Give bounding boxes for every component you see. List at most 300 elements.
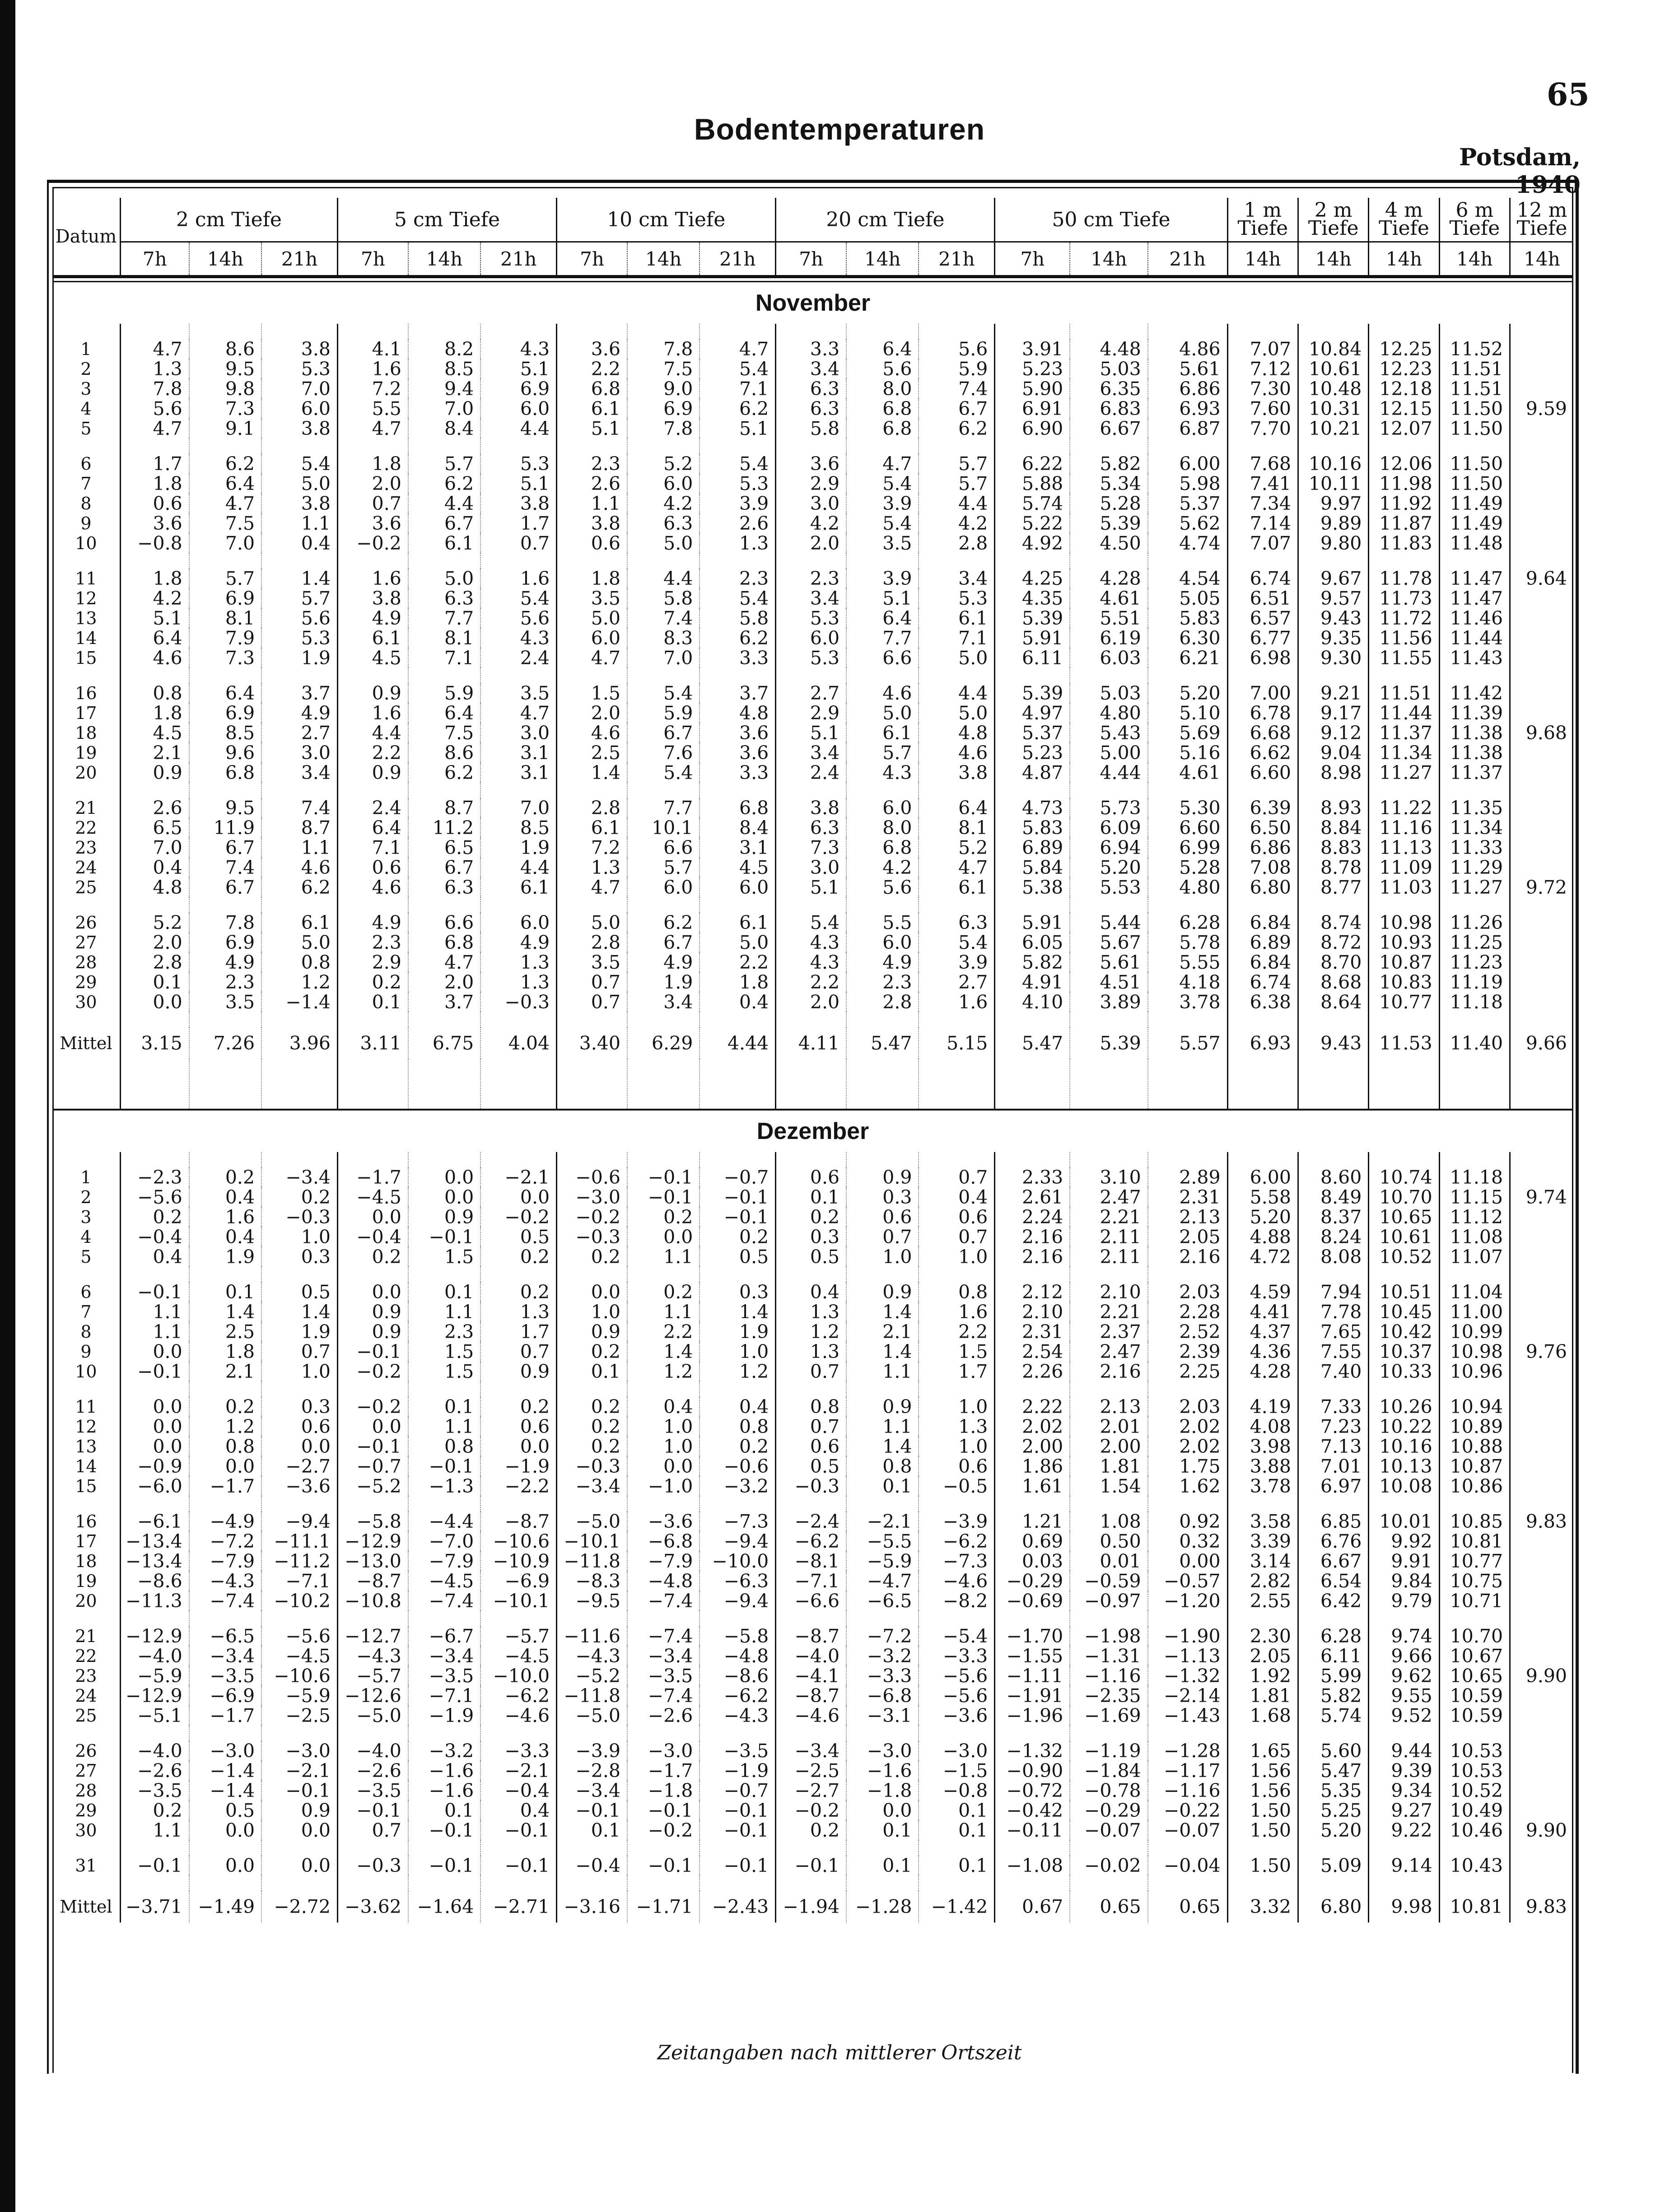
temperature-cell: 11.73 [1369,588,1439,608]
temperature-cell: −10.0 [480,1666,556,1686]
table-row [52,1686,1573,1706]
temperature-cell: −5.6 [919,1686,994,1706]
temperature-cell: −2.6 [337,1761,408,1781]
temperature-cell: −1.70 [995,1626,1070,1646]
temperature-cell: −5.9 [120,1666,189,1686]
temperature-cell: 7.1 [337,838,408,858]
temperature-cell: 1.2 [189,1417,261,1437]
temperature-cell: 1.3 [700,533,775,553]
temperature-cell: −5.7 [337,1666,408,1686]
temperature-cell: −5.2 [337,1476,408,1496]
temperature-cell: −1.69 [1070,1706,1147,1726]
temperature-cell: −0.1 [120,1856,189,1876]
temperature-cell: 3.8 [337,588,408,608]
temperature-cell: −0.2 [337,1397,408,1417]
temperature-cell: 1.9 [261,1322,337,1342]
temperature-cell: 6.1 [261,913,337,933]
temperature-cell: −6.5 [846,1591,919,1611]
temperature-cell: 11.48 [1439,533,1510,553]
temperature-cell: 9.5 [189,798,261,818]
temperature-cell: 7.55 [1298,1342,1368,1362]
temperature-cell: 1.1 [627,1302,700,1322]
temperature-cell: 3.7 [261,683,337,703]
temperature-cell: 3.0 [776,858,846,877]
temperature-cell: 0.2 [480,1282,556,1302]
month-separator [52,1059,1573,1110]
temperature-cell: 8.4 [700,818,775,838]
temperature-cell: −0.1 [700,1801,775,1820]
temperature-cell: 5.1 [480,359,556,379]
temperature-cell: 1.9 [480,838,556,858]
temperature-cell: 3.3 [700,763,775,783]
depth-header-10cm: 10 cm Tiefe [557,198,776,242]
temperature-cell: −2.8 [557,1761,627,1781]
page-title: Bodentemperaturen [694,112,985,146]
temperature-cell: 5.4 [700,359,775,379]
date-cell: 5 [80,1247,92,1267]
temperature-cell [1510,952,1573,972]
table-row [52,743,1573,763]
temperature-cell: 2.5 [189,1322,261,1342]
table-row [52,513,1573,533]
table-row [52,818,1573,838]
table-row [52,419,1573,439]
temperature-cell: 7.78 [1298,1302,1368,1322]
temperature-cell: 7.12 [1227,359,1298,379]
temperature-cell: 5.4 [846,474,919,494]
temperature-cell: 1.6 [189,1207,261,1227]
temperature-cell: 4.5 [120,723,189,743]
temperature-cell: −2.6 [627,1706,700,1726]
temperature-cell: 8.4 [408,419,480,439]
temperature-cell: 0.6 [557,533,627,553]
temperature-cell: −0.1 [480,1856,556,1876]
temperature-cell: 12.06 [1369,454,1439,474]
temperature-cell: 5.28 [1148,858,1227,877]
temperature-cell: 9.84 [1369,1571,1439,1591]
temperature-cell: −7.4 [627,1626,700,1646]
footnote: Zeitangaben nach mittlerer Ortszeit [657,2041,1022,2064]
temperature-cell [1510,494,1573,513]
temperature-cell: −8.2 [919,1591,994,1611]
temperature-cell: 0.69 [995,1531,1070,1551]
temperature-cell: 9.52 [1369,1706,1439,1726]
temperature-cell: 11.47 [1439,588,1510,608]
temperature-cell: 5.23 [995,359,1070,379]
temperature-cell: 10.84 [1298,339,1368,359]
temperature-cell [1510,1571,1573,1591]
temperature-cell: −0.1 [408,1227,480,1247]
temperature-cell: −0.72 [995,1781,1070,1801]
date-cell: 14 [75,628,97,648]
temperature-cell [1510,992,1573,1012]
table-row [52,683,1573,703]
temperature-cell: 0.2 [337,1247,408,1267]
time-header: 14h [1070,242,1147,277]
temperature-cell: 5.6 [120,399,189,419]
temperature-cell: −1.6 [846,1761,919,1781]
temperature-cell: 2.54 [995,1342,1070,1362]
temperature-cell: 3.40 [557,1027,627,1059]
date-cell: 8 [80,494,92,513]
depth-header-1m: 1 m Tiefe [1227,198,1298,242]
temperature-cell [1510,743,1573,763]
depth-header-20cm: 20 cm Tiefe [776,198,995,242]
temperature-cell: 1.21 [995,1512,1070,1531]
temperature-cell: 3.8 [261,494,337,513]
temperature-cell: 6.9 [189,933,261,952]
temperature-cell: 7.7 [627,798,700,818]
table-row [52,1512,1573,1531]
temperature-cell: 8.1 [919,818,994,838]
temperature-cell: 8.93 [1298,798,1368,818]
temperature-cell: 6.99 [1148,838,1227,858]
temperature-cell: 4.4 [480,419,556,439]
temperature-cell: 2.2 [776,972,846,992]
temperature-cell: 5.3 [919,588,994,608]
temperature-cell: 1.1 [120,1322,189,1342]
temperature-cell [1510,1227,1573,1247]
temperature-cell: 6.4 [846,339,919,359]
temperature-cell: 8.08 [1298,1247,1368,1267]
temperature-cell: −9.4 [700,1531,775,1551]
datum-header: Datum [55,226,117,247]
temperature-cell: 11.40 [1439,1027,1510,1059]
temperature-cell: 3.4 [627,992,700,1012]
time-header: 21h [1148,242,1227,277]
temperature-cell: 0.4 [261,533,337,553]
temperature-cell: 0.0 [120,1437,189,1456]
temperature-cell: 10.49 [1439,1801,1510,1820]
temperature-cell: 6.0 [480,399,556,419]
temperature-cell: 7.70 [1227,419,1298,439]
temperature-cell: 6.0 [700,877,775,897]
temperature-cell: 6.98 [1227,648,1298,668]
date-cell: 5 [80,419,92,439]
temperature-cell: −6.2 [480,1686,556,1706]
time-header: 21h [700,242,775,277]
month-heading: November [52,282,1573,324]
temperature-cell: −6.2 [776,1531,846,1551]
date-cell: 9 [80,1342,92,1362]
table-row [52,1666,1573,1686]
temperature-cell: 9.55 [1369,1686,1439,1706]
temperature-cell: −0.69 [995,1591,1070,1611]
temperature-cell: 11.18 [1439,992,1510,1012]
temperature-cell [1510,1167,1573,1187]
table-row [52,1227,1573,1247]
temperature-cell: 3.5 [189,992,261,1012]
temperature-cell: −1.0 [627,1476,700,1496]
temperature-cell: 6.89 [995,838,1070,858]
temperature-cell: −1.91 [995,1686,1070,1706]
temperature-cell: 0.2 [337,972,408,992]
temperature-cell: 0.1 [557,1362,627,1381]
date-cell: 16 [75,683,97,703]
temperature-cell: 2.00 [995,1437,1070,1456]
temperature-cell: −7.1 [261,1571,337,1591]
temperature-cell: 5.7 [919,474,994,494]
temperature-cell: −3.4 [776,1741,846,1761]
temperature-cell: −2.3 [120,1167,189,1187]
temperature-cell: 3.98 [1227,1437,1298,1456]
temperature-cell [1510,419,1573,439]
temperature-cell: −0.07 [1148,1820,1227,1840]
temperature-cell: 3.1 [480,743,556,763]
temperature-cell: −4.1 [776,1666,846,1686]
table-row [52,798,1573,818]
temperature-cell: −0.4 [120,1227,189,1247]
temperature-cell: 8.7 [261,818,337,838]
temperature-cell: −5.9 [261,1686,337,1706]
temperature-cell: 0.5 [261,1282,337,1302]
temperature-cell: 4.3 [480,628,556,648]
temperature-cell: 4.87 [995,763,1070,783]
temperature-cell: 0.1 [189,1282,261,1302]
date-cell: 4 [80,1227,92,1247]
temperature-cell: −1.32 [1148,1666,1227,1686]
temperature-cell: 5.1 [700,419,775,439]
temperature-cell: −8.6 [120,1571,189,1591]
temperature-cell: −0.1 [700,1856,775,1876]
temperature-cell: −0.57 [1148,1571,1227,1591]
temperature-cell: 5.69 [1148,723,1227,743]
temperature-cell: 7.65 [1298,1322,1368,1342]
date-cell: 19 [75,1571,97,1591]
temperature-cell [1510,818,1573,838]
temperature-cell: 9.62 [1369,1666,1439,1686]
temperature-cell: 2.02 [995,1417,1070,1437]
temperature-cell: −0.2 [337,1362,408,1381]
temperature-cell: 11.92 [1369,494,1439,513]
temperature-cell: 12.25 [1369,339,1439,359]
temperature-cell: 9.91 [1369,1551,1439,1571]
temperature-cell: −11.8 [557,1686,627,1706]
temperature-cell: −1.6 [408,1761,480,1781]
temperature-cell: 0.4 [919,1187,994,1207]
temperature-cell: −0.7 [700,1781,775,1801]
temperature-cell: −0.1 [480,1820,556,1840]
temperature-cell: 1.4 [557,763,627,783]
temperature-cell: 4.3 [776,952,846,972]
temperature-cell: 6.2 [408,763,480,783]
temperature-cell: −0.1 [408,1856,480,1876]
temperature-cell [1510,1781,1573,1801]
temperature-cell: 1.4 [846,1342,919,1362]
temperature-cell [1510,454,1573,474]
temperature-cell: 11.9 [189,818,261,838]
temperature-cell: 6.77 [1227,628,1298,648]
temperature-cell: 1.8 [700,972,775,992]
temperature-cell: −8.7 [776,1626,846,1646]
temperature-cell: 0.7 [557,972,627,992]
temperature-cell: 4.8 [700,703,775,723]
time-header: 14h [627,242,700,277]
temperature-cell: −6.3 [700,1571,775,1591]
temperature-cell: −13.4 [120,1551,189,1571]
temperature-cell: 6.00 [1148,454,1227,474]
temperature-cell: 5.4 [627,763,700,783]
temperature-cell: −12.9 [337,1531,408,1551]
temperature-cell: 6.2 [627,913,700,933]
temperature-cell: −10.0 [700,1551,775,1571]
temperature-cell: 4.8 [120,877,189,897]
table-row [52,703,1573,723]
temperature-cell: −0.7 [700,1167,775,1187]
temperature-cell: 5.84 [995,858,1070,877]
temperature-cell: 11.04 [1439,1282,1510,1302]
temperature-cell: 1.3 [919,1417,994,1437]
temperature-cell: 0.67 [995,1891,1070,1923]
temperature-cell: 5.9 [627,703,700,723]
table-row [52,1801,1573,1820]
date-cell: 22 [75,818,97,838]
temperature-cell: 3.9 [846,569,919,588]
temperature-cell: −3.5 [189,1666,261,1686]
temperature-cell: 0.9 [261,1801,337,1820]
temperature-cell: 11.52 [1439,339,1510,359]
temperature-cell: 0.6 [846,1207,919,1227]
temperature-cell: 6.93 [1148,399,1227,419]
temperature-cell: 1.8 [337,454,408,474]
temperature-cell: −1.7 [337,1167,408,1187]
temperature-cell: 2.28 [1148,1302,1227,1322]
temperature-cell: 4.7 [557,648,627,668]
temperature-cell: 3.1 [480,763,556,783]
temperature-cell: 5.8 [627,588,700,608]
temperature-cell: −1.49 [189,1891,261,1923]
temperature-cell: −7.4 [627,1686,700,1706]
temperature-cell: −5.1 [120,1706,189,1726]
temperature-cell: 4.6 [919,743,994,763]
temperature-cell: 0.2 [261,1187,337,1207]
temperature-cell: 1.0 [261,1227,337,1247]
temperature-cell: 6.1 [919,877,994,897]
temperature-cell: −1.17 [1148,1761,1227,1781]
temperature-cell: 1.56 [1227,1781,1298,1801]
temperature-cell: 1.68 [1227,1706,1298,1726]
temperature-cell: −3.5 [337,1781,408,1801]
temperature-cell: 8.0 [846,379,919,399]
temperature-cell: −1.43 [1148,1706,1227,1726]
temperature-cell: −1.4 [189,1781,261,1801]
temperature-cell: 5.7 [408,454,480,474]
temperature-cell: −3.16 [557,1891,627,1923]
temperature-cell: 2.47 [1070,1342,1147,1362]
temperature-cell: −3.2 [700,1476,775,1496]
temperature-cell: 2.0 [408,972,480,992]
temperature-cell: −0.97 [1070,1591,1147,1611]
temperature-cell: 6.7 [189,838,261,858]
temperature-cell: 1.0 [700,1342,775,1362]
temperature-cell: 5.39 [995,683,1070,703]
temperature-cell: 6.6 [408,913,480,933]
temperature-cell: −0.3 [480,992,556,1012]
temperature-cell [1510,513,1573,533]
temperature-cell: −5.7 [480,1626,556,1646]
temperature-cell: 5.39 [1070,513,1147,533]
temperature-cell: −1.3 [408,1476,480,1496]
temperature-cell: 11.33 [1439,838,1510,858]
temperature-cell: 7.7 [408,608,480,628]
table-row [52,1167,1573,1187]
temperature-cell: 5.7 [189,569,261,588]
temperature-cell: 6.3 [776,379,846,399]
temperature-cell: 7.1 [408,648,480,668]
temperature-cell: 7.0 [261,379,337,399]
temperature-cell: 5.37 [995,723,1070,743]
temperature-cell: 0.8 [776,1397,846,1417]
temperature-cell [1510,1282,1573,1302]
temperature-cell: 8.5 [408,359,480,379]
temperature-cell: −2.72 [261,1891,337,1923]
temperature-cell: 5.88 [995,474,1070,494]
temperature-cell: −4.5 [337,1187,408,1207]
temperature-cell: 6.8 [846,838,919,858]
temperature-cell: 2.11 [1070,1247,1147,1267]
table-row [52,359,1573,379]
temperature-cell: 3.89 [1070,992,1147,1012]
temperature-cell: 10.61 [1369,1227,1439,1247]
temperature-cell: 6.80 [1298,1891,1368,1923]
table-row [52,858,1573,877]
temperature-cell: 4.86 [1148,339,1227,359]
temperature-cell: −0.2 [480,1207,556,1227]
table-row [52,1476,1573,1496]
temperature-cell: 5.3 [776,608,846,628]
temperature-cell: −7.2 [846,1626,919,1646]
temperature-cell: 11.07 [1439,1247,1510,1267]
temperature-cell: −2.5 [776,1761,846,1781]
temperature-cell: −1.19 [1070,1741,1147,1761]
temperature-cell: 6.86 [1227,838,1298,858]
temperature-cell: −1.98 [1070,1626,1147,1646]
temperature-cell: 10.77 [1369,992,1439,1012]
date-cell: 23 [75,1666,97,1686]
temperature-cell: 2.11 [1070,1227,1147,1247]
temperature-cell: 2.0 [776,992,846,1012]
temperature-cell: 4.7 [480,703,556,723]
temperature-cell: −0.78 [1070,1781,1147,1801]
temperature-cell: 0.1 [846,1820,919,1840]
temperature-cell: −0.1 [120,1282,189,1302]
temperature-cell: −1.8 [846,1781,919,1801]
temperature-cell: 0.0 [120,1342,189,1362]
temperature-cell: 5.3 [261,359,337,379]
temperature-cell: 6.9 [189,703,261,723]
temperature-cell: 4.35 [995,588,1070,608]
temperature-cell: −0.4 [557,1856,627,1876]
temperature-cell: 7.5 [189,513,261,533]
temperature-cell: 2.01 [1070,1417,1147,1437]
temperature-cell: 7.33 [1298,1397,1368,1417]
temperature-cell: 11.19 [1439,972,1510,992]
temperature-cell: 5.74 [1298,1706,1368,1726]
temperature-cell: −4.5 [408,1571,480,1591]
temperature-cell: −1.90 [1148,1626,1227,1646]
temperature-cell: 11.50 [1439,474,1510,494]
temperature-cell: 0.3 [261,1247,337,1267]
temperature-cell: 5.99 [1298,1666,1368,1686]
temperature-cell: 0.0 [337,1417,408,1437]
temperature-cell: 5.3 [480,454,556,474]
temperature-cell: 10.13 [1369,1456,1439,1476]
temperature-cell: 9.17 [1298,703,1368,723]
temperature-cell: −6.0 [120,1476,189,1496]
temperature-cell: 2.3 [700,569,775,588]
temperature-cell: 1.7 [120,454,189,474]
temperature-cell: 7.4 [189,858,261,877]
